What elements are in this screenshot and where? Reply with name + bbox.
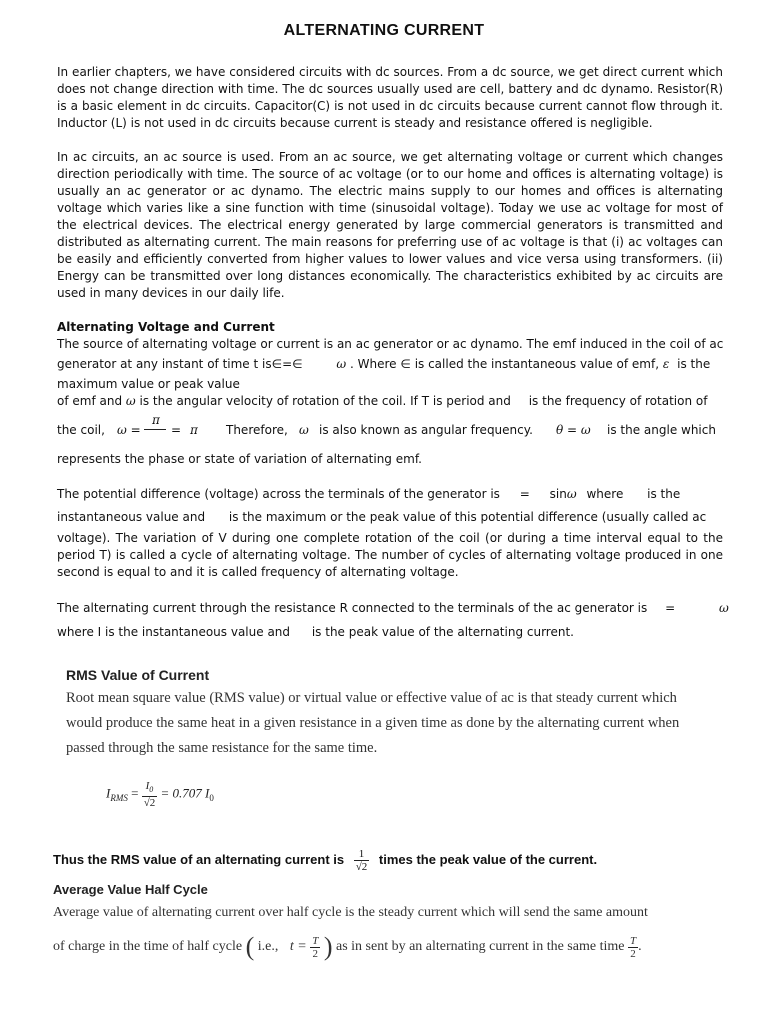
ac-line-1 [57, 600, 729, 617]
av-line-6: represents the phase or state of variation of alternating emf. [57, 452, 422, 466]
pd-line-2 [57, 509, 723, 526]
frac-numerator: T [629, 934, 637, 947]
formula-subscript: RMS [110, 793, 128, 804]
emf-symbol: ∈ [400, 357, 411, 371]
av-text: is called the instantaneous value of emf, [414, 357, 660, 371]
rms-paragraph: Root mean square value (RMS value) or virtual value or effective value of ac is that steady current which would produce the same heat in a given resistance in a given time as done by the alternating current when passed through the same resistance for the same time. [66, 690, 680, 756]
t-fraction-2 [628, 935, 638, 960]
formula-numerator: I [145, 780, 150, 792]
omega-symbol: ω [336, 357, 347, 371]
rms-conclusion [53, 848, 597, 873]
epsilon-symbol: ε [662, 357, 670, 371]
av-text: generator at any instant of time t is [57, 357, 272, 371]
formula-lhs: I [106, 785, 111, 801]
formula-equals: = [131, 785, 139, 801]
omega-symbol: ω [125, 394, 136, 408]
av-line-4 [57, 393, 723, 410]
avg-text: i.e., [257, 939, 279, 955]
frac-denominator: 2 [310, 947, 320, 960]
omega-symbol: ω [299, 423, 309, 437]
av-text: of emf and [57, 394, 123, 408]
omega-symbol: ω [566, 487, 577, 501]
pi-symbol: π [190, 423, 198, 437]
avg-text: as in sent by an alternating current in the same time [335, 939, 625, 955]
pd-text: instantaneous value and [57, 510, 206, 524]
formula-rhs-sub: 0 [209, 793, 214, 804]
av-line-1: The source of alternating voltage or current is an ac generator or ac dynamo. The emf induced in the coil of ac [57, 337, 724, 351]
av-text: is also known as angular frequency. [319, 423, 533, 437]
intro-paragraph-1: In earlier chapters, we have considered circuits with dc sources. From a dc source, we get direct current which does not change direction with time. The dc sources usually used are cell, battery and dc dynamo. Resistor(R) is a basic element in dc circuits. Capacitor(C) is not used in dc circuits because current cannot flow through it. Inductor (L) is not used in dc circuits because current is steady and resistance offered is negligible. [57, 65, 723, 130]
pd-line-1 [57, 486, 723, 503]
one-over-root-two [354, 848, 370, 873]
av-text: . Where [350, 357, 397, 371]
left-paren: ( [245, 932, 255, 961]
avg-line-1: Average value of alternating current over half cycle is the steady current which will send the same amount [53, 905, 648, 920]
pd-text: is the [647, 487, 681, 501]
pd-text: is the maximum or the peak value of this potential difference (usually called ac [228, 510, 707, 524]
rms-formula [106, 780, 214, 809]
ac-line-2 [57, 624, 723, 641]
conclusion-text: Thus the RMS value of an alternating current is [53, 851, 345, 867]
av-line-2 [57, 356, 723, 373]
omega-symbol: ω [719, 601, 729, 615]
pd-text: The potential difference (voltage) across the terminals of the generator is [57, 487, 500, 501]
fraction-bar [144, 429, 166, 430]
av-text: is the frequency of rotation of [528, 394, 708, 408]
t-equals: t = [289, 939, 307, 955]
formula-numerator-sub: 0 [149, 785, 154, 795]
ac-text: The alternating current through the resistance R connected to the terminals of the ac generator is [57, 601, 648, 615]
av-line-5 [57, 414, 723, 450]
avg-text: of charge in the time of half cycle [53, 939, 243, 955]
ac-text: is the peak value of the alternating current. [311, 625, 574, 639]
conclusion-text: times the peak value of the current. [378, 851, 598, 867]
equals-sign: = [171, 423, 182, 437]
av-line-3: maximum value or peak value [57, 377, 240, 391]
av-text: is the [677, 357, 711, 371]
right-paren: ) [323, 932, 333, 961]
rms-heading: RMS Value of Current [66, 667, 210, 683]
formula-fraction [142, 780, 158, 809]
frac-denominator: 2 [628, 947, 638, 960]
omega-equation: ω = [117, 423, 141, 437]
equals-sign: = [519, 487, 530, 501]
av-text: the coil, [57, 423, 105, 437]
sin-function: sin [549, 487, 567, 501]
frac-numerator: T [312, 934, 319, 947]
section-heading-alternating-voltage: Alternating Voltage and Current [57, 320, 275, 334]
av-text: Therefore, [226, 423, 288, 437]
period: . [638, 939, 642, 955]
average-heading: Average Value Half Cycle [53, 882, 208, 897]
formula-denominator: √2 [143, 797, 156, 810]
frac-denominator: √2 [355, 861, 368, 873]
avg-line-2 [53, 932, 723, 962]
av-text: is the angle which [607, 423, 716, 437]
emf-equation: ∈=∈ [271, 357, 303, 371]
page-title: ALTERNATING CURRENT [283, 22, 485, 39]
pi-numerator: π [152, 413, 160, 427]
pd-paragraph: voltage). The variation of V during one complete rotation of the coil (or during a time interval equal to the period T) is called a cycle of alternating voltage. The number of cycles of alternating voltage produced in one second is equal to and it is called frequency of alternating voltage. [57, 531, 723, 579]
formula-rhs: = 0.707 I [160, 785, 210, 801]
av-text: is the angular velocity of rotation of the coil. If T is period and [139, 394, 511, 408]
pd-text: where [586, 487, 624, 501]
frac-numerator: 1 [358, 848, 365, 860]
theta-equation: θ = ω [556, 423, 591, 437]
t-fraction [310, 935, 320, 960]
ac-text: where I is the instantaneous value and [57, 625, 291, 639]
intro-paragraph-2: In ac circuits, an ac source is used. From an ac source, we get alternating voltage or current which changes direction periodically with time. The source of ac voltage (or to our home and offices is alternating voltage) is usually an ac generator or ac dynamo. The electric mains supply to our homes and offices is alternating voltage which varies like a sine function with time (sinusoidal voltage). Today we use ac voltage for most of the electrical devices. The electrical energy generated by large commercial generators is transmitted and distributed as alternating current. The main reasons for preferring use of ac voltage is that (i) ac voltages can be easily and efficiently converted from higher values to lower values and vice versa using transformers. (ii) Energy can be transmitted over long distances economically. The characteristics exhibited by ac circuits are used in many devices in our daily life. [57, 150, 723, 300]
equals-sign: = [665, 601, 676, 615]
